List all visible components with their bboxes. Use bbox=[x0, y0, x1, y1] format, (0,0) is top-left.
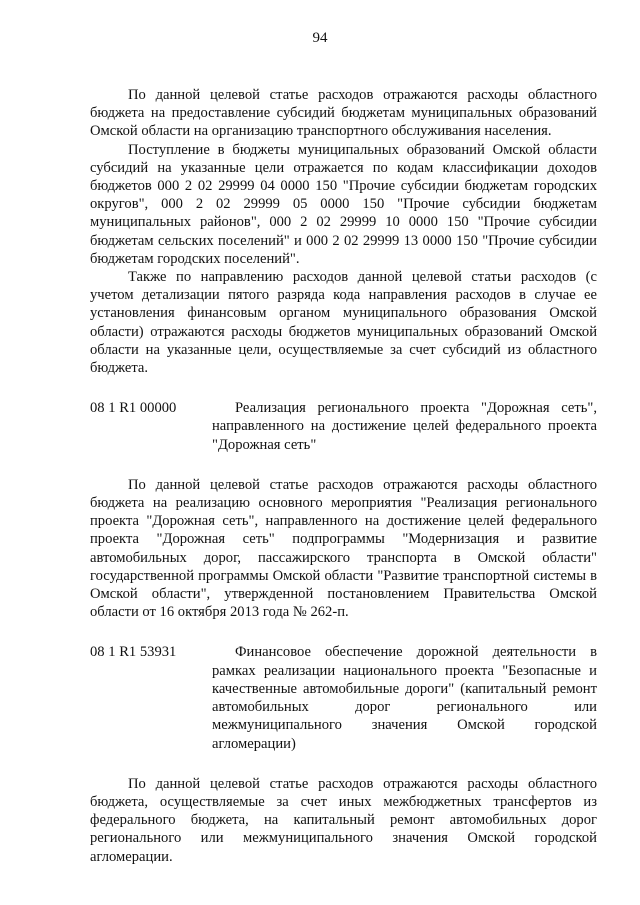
budget-entry-road-network bbox=[90, 399, 597, 454]
budget-entry-title: Реализация регионального проекта "Дорожная сеть", направленного на достижение целей федерального проекта "Дорожная сеть" bbox=[212, 400, 597, 453]
document-body bbox=[90, 86, 597, 866]
budget-code: 08 1 R1 00000 bbox=[90, 400, 177, 417]
budget-entry-title: Финансовое обеспечение дорожной деятельности в рамках реализации национального проекта "Безопасные и качественные автомобильные дороги" (капитальный ремонт автомобильных дорог регионального или межмуниципального значения Омской городской агломерации) bbox=[212, 644, 597, 752]
budget-entry-road-financing bbox=[90, 643, 597, 752]
paragraph-municipal-expenses: Также по направлению расходов данной целевой статьи расходов (с учетом детализации пятого разряда кода направления расходов в случае ее установления финансовым органом муниципального образования Омской области) отражаются расходы бюджетов муниципальных образований Омской области на указанные цели, осуществляемые за счет субсидий из областного бюджета. bbox=[90, 269, 597, 377]
paragraph-road-financing-description: По данной целевой статье расходов отражаются расходы областного бюджета, осуществляемые за счет иных межбюджетных трансфертов из федерального бюджета, на капитальный ремонт автомобильных дорог регионального или межмуниципального значения Омской городской агломерации. bbox=[90, 775, 597, 865]
budget-code: 08 1 R1 53931 bbox=[90, 644, 177, 661]
paragraph-road-network-description: По данной целевой статье расходов отражаются расходы областного бюджета на реализацию основного мероприятия "Реализация регионального проекта "Дорожная сеть", направленного на достижение целей федерального проекта "Дорожная сеть" подпрограммы "Модернизация и развитие автомобильных дорог, пассажирского транспорта в Омской области" государственной программы Омской области "Развитие транспортной системы в Омской области", утвержденной постановлением Правительства Омской области от 16 октября 2013 года № 262-п. bbox=[90, 476, 597, 621]
page-number: 94 bbox=[312, 30, 328, 46]
paragraph-subsidy-purpose: По данной целевой статье расходов отражаются расходы областного бюджета на предоставление субсидий бюджетам муниципальных образований Омской области на организацию транспортного обслуживания населения. bbox=[90, 87, 597, 140]
paragraph-income-codes: Поступление в бюджеты муниципальных образований Омской области субсидий на указанные цели отражается по кодам классификации доходов бюджетов 000 2 02 29999 04 0000 150 "Прочие субсидии бюджетам городских округов", 000 2 02 29999 05 0000 150 "Прочие субсидии бюджетам муниципальных районов", 000 2 02 29999 10 0000 150 "Прочие субсидии бюджетам сельских поселений" и 000 2 02 29999 13 0000 150 "Прочие субсидии бюджетам городских поселений". bbox=[90, 141, 597, 267]
